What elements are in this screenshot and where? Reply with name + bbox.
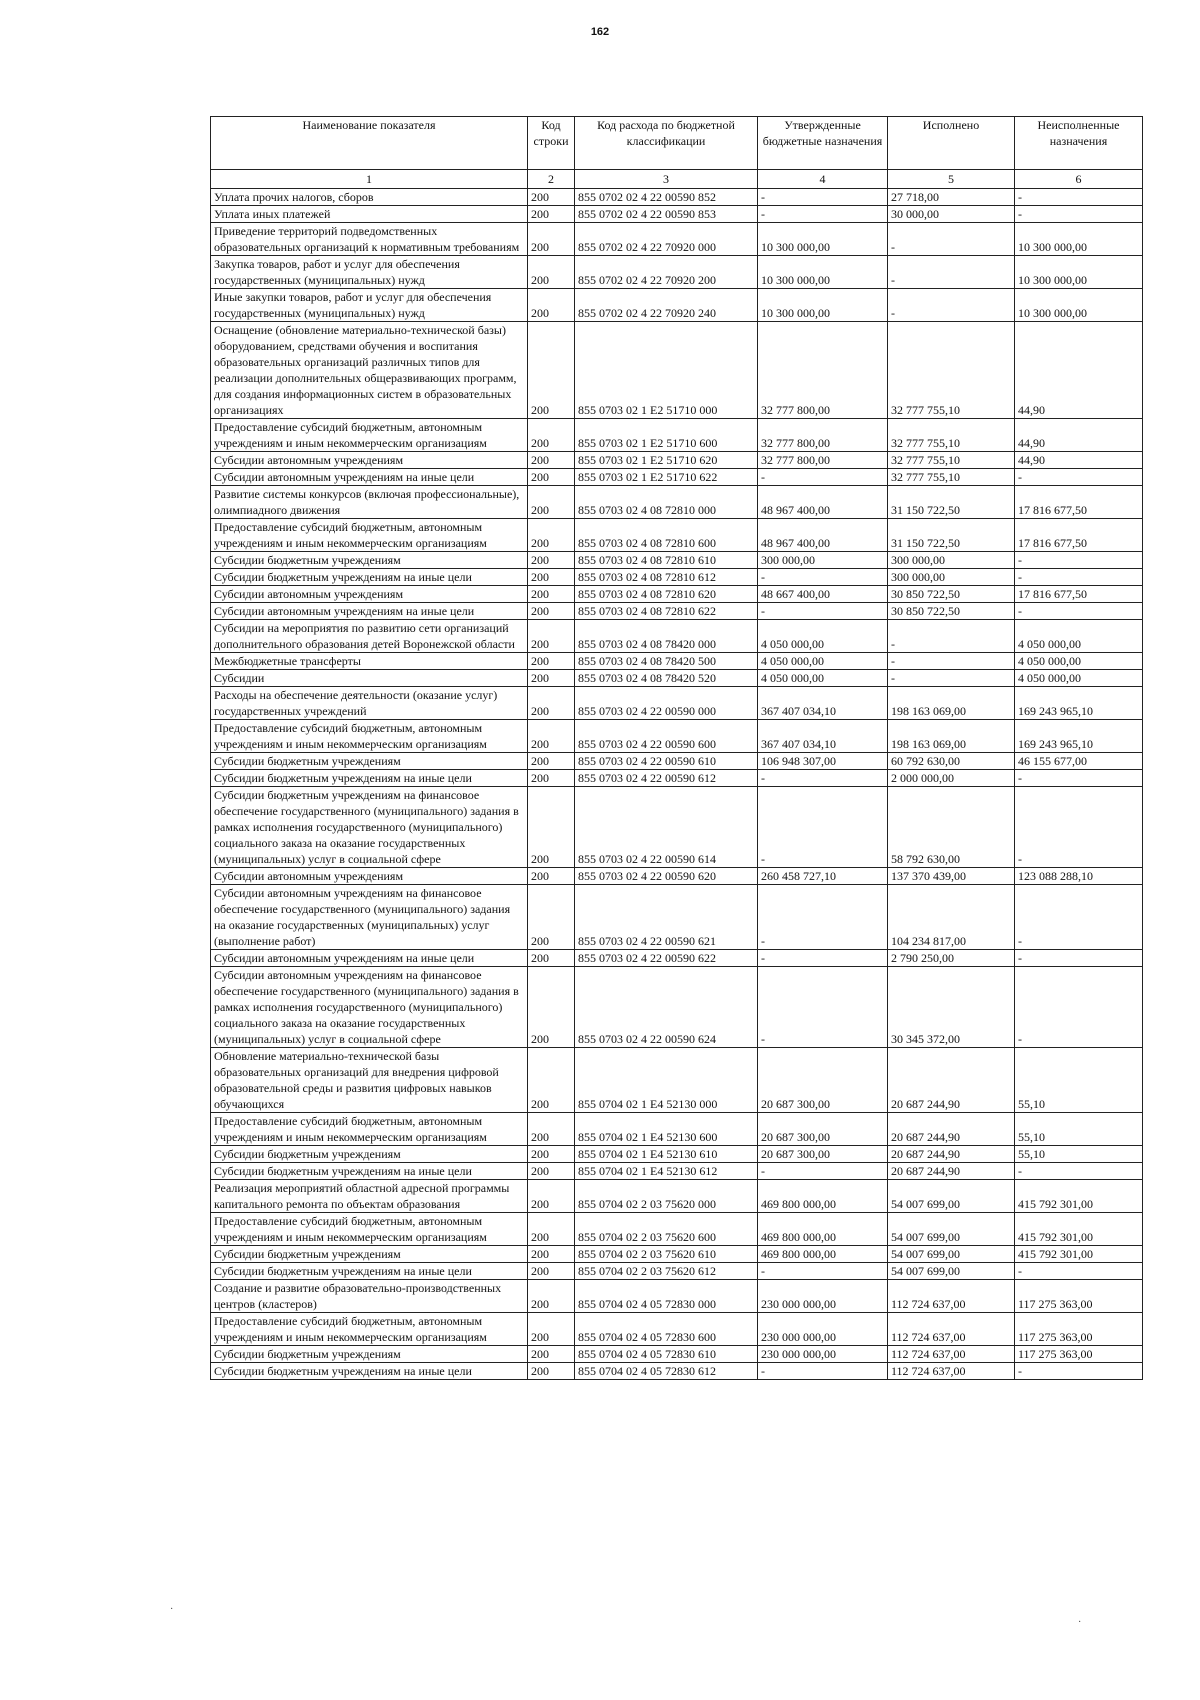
- row-name: Оснащение (обновление материально-технической базы) оборудованием, средствами обучения и воспитания образовательных организаций различных типов для реализации дополнительных общеразвивающих программ, для создания информационных систем в образовательных организациях: [211, 322, 528, 419]
- table-row: [211, 322, 1143, 419]
- row-name: Приведение территорий подведомственных образовательных организаций к нормативным требованиям: [211, 223, 528, 256]
- row-executed-amount: 112 724 637,00: [888, 1346, 1015, 1363]
- row-name: Предоставление субсидий бюджетным, автономным учреждениям и иным некоммерческим организациям: [211, 720, 528, 753]
- row-name: Субсидии на мероприятия по развитию сети организаций дополнительного образования детей Воронежской области: [211, 620, 528, 653]
- row-line-code: 200: [528, 289, 575, 322]
- row-line-code: 200: [528, 603, 575, 620]
- row-line-code: 200: [528, 1048, 575, 1113]
- scan-speck: ·: [1078, 1617, 1082, 1628]
- column-number: 3: [575, 170, 758, 189]
- row-executed-amount: -: [888, 620, 1015, 653]
- row-approved-amount: -: [758, 885, 888, 950]
- row-executed-amount: 112 724 637,00: [888, 1313, 1015, 1346]
- row-unexecuted-amount: -: [1015, 1163, 1143, 1180]
- row-executed-amount: 198 163 069,00: [888, 720, 1015, 753]
- row-line-code: 200: [528, 868, 575, 885]
- row-executed-amount: 112 724 637,00: [888, 1363, 1015, 1380]
- row-expense-code: 855 0704 02 1 E4 52130 612: [575, 1163, 758, 1180]
- row-line-code: 200: [528, 552, 575, 569]
- row-unexecuted-amount: 4 050 000,00: [1015, 670, 1143, 687]
- table-row: [211, 720, 1143, 753]
- row-expense-code: 855 0704 02 1 E4 52130 000: [575, 1048, 758, 1113]
- table-row: [211, 868, 1143, 885]
- row-executed-amount: 27 718,00: [888, 189, 1015, 206]
- row-line-code: 200: [528, 322, 575, 419]
- row-unexecuted-amount: 10 300 000,00: [1015, 289, 1143, 322]
- row-approved-amount: 4 050 000,00: [758, 653, 888, 670]
- row-line-code: 200: [528, 223, 575, 256]
- table-row: [211, 1363, 1143, 1380]
- row-line-code: 200: [528, 1113, 575, 1146]
- row-approved-amount: 230 000 000,00: [758, 1346, 888, 1363]
- table-row: [211, 1163, 1143, 1180]
- row-name: Расходы на обеспечение деятельности (оказание услуг) государственных учреждений: [211, 687, 528, 720]
- table-row: [211, 967, 1143, 1048]
- row-unexecuted-amount: 44,90: [1015, 419, 1143, 452]
- row-unexecuted-amount: -: [1015, 950, 1143, 967]
- row-name: Субсидии бюджетным учреждениям на иные цели: [211, 569, 528, 586]
- row-expense-code: 855 0703 02 1 E2 51710 622: [575, 469, 758, 486]
- row-name: Предоставление субсидий бюджетным, автономным учреждениям и иным некоммерческим организациям: [211, 1213, 528, 1246]
- row-expense-code: 855 0703 02 4 08 78420 520: [575, 670, 758, 687]
- row-expense-code: 855 0703 02 4 22 00590 621: [575, 885, 758, 950]
- row-name: Реализация мероприятий областной адресной программы капитального ремонта по объектам образования: [211, 1180, 528, 1213]
- table-row: [211, 603, 1143, 620]
- row-unexecuted-amount: 415 792 301,00: [1015, 1213, 1143, 1246]
- row-line-code: 200: [528, 586, 575, 603]
- table-row: [211, 670, 1143, 687]
- row-approved-amount: 48 667 400,00: [758, 586, 888, 603]
- row-expense-code: 855 0702 02 4 22 00590 852: [575, 189, 758, 206]
- row-unexecuted-amount: 4 050 000,00: [1015, 620, 1143, 653]
- row-unexecuted-amount: 17 816 677,50: [1015, 519, 1143, 552]
- row-executed-amount: -: [888, 289, 1015, 322]
- column-number: 1: [211, 170, 528, 189]
- row-line-code: 200: [528, 452, 575, 469]
- row-executed-amount: 300 000,00: [888, 569, 1015, 586]
- row-approved-amount: 4 050 000,00: [758, 620, 888, 653]
- row-expense-code: 855 0704 02 4 05 72830 612: [575, 1363, 758, 1380]
- row-executed-amount: 104 234 817,00: [888, 885, 1015, 950]
- row-name: Предоставление субсидий бюджетным, автономным учреждениям и иным некоммерческим организациям: [211, 419, 528, 452]
- header-expense-code: Код расхода по бюджетной классификации: [575, 117, 758, 170]
- row-approved-amount: 48 967 400,00: [758, 519, 888, 552]
- row-name: Предоставление субсидий бюджетным, автономным учреждениям и иным некоммерческим организациям: [211, 1313, 528, 1346]
- row-approved-amount: 10 300 000,00: [758, 256, 888, 289]
- row-line-code: 200: [528, 189, 575, 206]
- row-name: Субсидии бюджетным учреждениям на иные цели: [211, 1263, 528, 1280]
- row-line-code: 200: [528, 1346, 575, 1363]
- table-row: [211, 1280, 1143, 1313]
- table-row: [211, 1346, 1143, 1363]
- column-number: 2: [528, 170, 575, 189]
- row-line-code: 200: [528, 753, 575, 770]
- row-expense-code: 855 0703 02 4 08 78420 000: [575, 620, 758, 653]
- row-executed-amount: 20 687 244,90: [888, 1163, 1015, 1180]
- row-line-code: 200: [528, 1180, 575, 1213]
- row-unexecuted-amount: -: [1015, 770, 1143, 787]
- row-expense-code: 855 0703 02 4 22 00590 614: [575, 787, 758, 868]
- row-name: Субсидии автономным учреждениям на финансовое обеспечение государственного (муниципального) задания в рамках исполнения государственного (муниципального) социального заказа на оказание государственных (муниципальных) услуг в социальной сфере: [211, 967, 528, 1048]
- row-unexecuted-amount: -: [1015, 885, 1143, 950]
- row-line-code: 200: [528, 950, 575, 967]
- row-approved-amount: 10 300 000,00: [758, 223, 888, 256]
- table-row: [211, 885, 1143, 950]
- row-name: Субсидии автономным учреждениям на иные цели: [211, 950, 528, 967]
- row-line-code: 200: [528, 569, 575, 586]
- row-unexecuted-amount: 117 275 363,00: [1015, 1346, 1143, 1363]
- row-unexecuted-amount: 117 275 363,00: [1015, 1313, 1143, 1346]
- row-unexecuted-amount: 10 300 000,00: [1015, 256, 1143, 289]
- row-name: Субсидии бюджетным учреждениям: [211, 753, 528, 770]
- table-row: [211, 223, 1143, 256]
- row-approved-amount: -: [758, 189, 888, 206]
- row-name: Субсидии бюджетным учреждениям на иные цели: [211, 1363, 528, 1380]
- row-line-code: 200: [528, 720, 575, 753]
- row-expense-code: 855 0703 02 4 08 72810 620: [575, 586, 758, 603]
- row-name: Предоставление субсидий бюджетным, автономным учреждениям и иным некоммерческим организациям: [211, 519, 528, 552]
- row-name: Субсидии автономным учреждениям: [211, 452, 528, 469]
- table-row: [211, 770, 1143, 787]
- row-line-code: 200: [528, 967, 575, 1048]
- row-name: Межбюджетные трансферты: [211, 653, 528, 670]
- row-approved-amount: -: [758, 770, 888, 787]
- row-line-code: 200: [528, 1163, 575, 1180]
- row-line-code: 200: [528, 519, 575, 552]
- table-row: [211, 687, 1143, 720]
- row-unexecuted-amount: 415 792 301,00: [1015, 1246, 1143, 1263]
- table-row: [211, 787, 1143, 868]
- row-unexecuted-amount: -: [1015, 787, 1143, 868]
- row-name: Субсидии бюджетным учреждениям: [211, 1246, 528, 1263]
- row-approved-amount: 32 777 800,00: [758, 322, 888, 419]
- row-executed-amount: 112 724 637,00: [888, 1280, 1015, 1313]
- row-expense-code: 855 0704 02 2 03 75620 610: [575, 1246, 758, 1263]
- row-executed-amount: 300 000,00: [888, 552, 1015, 569]
- table-row: [211, 753, 1143, 770]
- row-unexecuted-amount: 117 275 363,00: [1015, 1280, 1143, 1313]
- row-executed-amount: 32 777 755,10: [888, 452, 1015, 469]
- row-executed-amount: -: [888, 223, 1015, 256]
- row-unexecuted-amount: 46 155 677,00: [1015, 753, 1143, 770]
- table-body: [211, 189, 1143, 1380]
- row-expense-code: 855 0704 02 4 05 72830 610: [575, 1346, 758, 1363]
- row-approved-amount: 106 948 307,00: [758, 753, 888, 770]
- table-row: [211, 569, 1143, 586]
- row-line-code: 200: [528, 419, 575, 452]
- header-line-code: Код строки: [528, 117, 575, 170]
- header-indicator-name: Наименование показателя: [211, 117, 528, 170]
- table-row: [211, 653, 1143, 670]
- row-line-code: 200: [528, 1280, 575, 1313]
- column-number: 4: [758, 170, 888, 189]
- row-expense-code: 855 0703 02 4 22 00590 624: [575, 967, 758, 1048]
- row-unexecuted-amount: 55,10: [1015, 1113, 1143, 1146]
- row-unexecuted-amount: -: [1015, 603, 1143, 620]
- row-expense-code: 855 0703 02 4 08 72810 622: [575, 603, 758, 620]
- row-name: Субсидии автономным учреждениям на иные цели: [211, 603, 528, 620]
- row-expense-code: 855 0704 02 1 E4 52130 610: [575, 1146, 758, 1163]
- row-line-code: 200: [528, 787, 575, 868]
- row-line-code: 200: [528, 206, 575, 223]
- row-approved-amount: 367 407 034,10: [758, 687, 888, 720]
- row-executed-amount: 30 850 722,50: [888, 586, 1015, 603]
- row-name: Уплата иных платежей: [211, 206, 528, 223]
- column-number: 6: [1015, 170, 1143, 189]
- row-unexecuted-amount: 55,10: [1015, 1048, 1143, 1113]
- row-expense-code: 855 0704 02 2 03 75620 600: [575, 1213, 758, 1246]
- row-executed-amount: 32 777 755,10: [888, 469, 1015, 486]
- row-expense-code: 855 0704 02 2 03 75620 612: [575, 1263, 758, 1280]
- row-name: Субсидии: [211, 670, 528, 687]
- row-name: Субсидии автономным учреждениям: [211, 586, 528, 603]
- row-unexecuted-amount: 123 088 288,10: [1015, 868, 1143, 885]
- row-expense-code: 855 0704 02 1 E4 52130 600: [575, 1113, 758, 1146]
- row-unexecuted-amount: -: [1015, 552, 1143, 569]
- table-row: [211, 486, 1143, 519]
- row-unexecuted-amount: 17 816 677,50: [1015, 486, 1143, 519]
- row-executed-amount: 54 007 699,00: [888, 1263, 1015, 1280]
- row-approved-amount: 367 407 034,10: [758, 720, 888, 753]
- row-approved-amount: 469 800 000,00: [758, 1246, 888, 1263]
- table-row: [211, 419, 1143, 452]
- row-name: Субсидии автономным учреждениям на иные цели: [211, 469, 528, 486]
- table-row: [211, 1048, 1143, 1113]
- row-name: Предоставление субсидий бюджетным, автономным учреждениям и иным некоммерческим организациям: [211, 1113, 528, 1146]
- row-line-code: 200: [528, 885, 575, 950]
- row-name: Субсидии бюджетным учреждениям: [211, 552, 528, 569]
- row-expense-code: 855 0702 02 4 22 70920 240: [575, 289, 758, 322]
- table-row: [211, 1213, 1143, 1246]
- row-name: Субсидии бюджетным учреждениям на финансовое обеспечение государственного (муниципального) задания в рамках исполнения государственного (муниципального) социального заказа на оказание государственных (муниципальных) услуг в социальной сфере: [211, 787, 528, 868]
- row-approved-amount: 48 967 400,00: [758, 486, 888, 519]
- budget-execution-table: [210, 116, 1143, 1380]
- row-line-code: 200: [528, 653, 575, 670]
- row-executed-amount: -: [888, 256, 1015, 289]
- row-unexecuted-amount: 44,90: [1015, 452, 1143, 469]
- table-row: [211, 950, 1143, 967]
- row-executed-amount: 30 000,00: [888, 206, 1015, 223]
- table-row: [211, 289, 1143, 322]
- row-expense-code: 855 0703 02 4 08 72810 600: [575, 519, 758, 552]
- row-approved-amount: -: [758, 787, 888, 868]
- table-row: [211, 1263, 1143, 1280]
- row-expense-code: 855 0703 02 4 08 72810 612: [575, 569, 758, 586]
- row-executed-amount: 32 777 755,10: [888, 419, 1015, 452]
- row-approved-amount: 260 458 727,10: [758, 868, 888, 885]
- row-unexecuted-amount: 169 243 965,10: [1015, 687, 1143, 720]
- row-unexecuted-amount: -: [1015, 469, 1143, 486]
- row-name: Обновление материально-технической базы образовательных организаций для внедрения цифровой образовательной среды и развития цифровых навыков обучающихся: [211, 1048, 528, 1113]
- row-approved-amount: 300 000,00: [758, 552, 888, 569]
- row-approved-amount: 32 777 800,00: [758, 419, 888, 452]
- row-approved-amount: 469 800 000,00: [758, 1213, 888, 1246]
- row-unexecuted-amount: -: [1015, 1263, 1143, 1280]
- row-line-code: 200: [528, 1246, 575, 1263]
- row-approved-amount: -: [758, 1263, 888, 1280]
- row-expense-code: 855 0703 02 1 E2 51710 620: [575, 452, 758, 469]
- row-line-code: 200: [528, 1363, 575, 1380]
- row-executed-amount: 2 000 000,00: [888, 770, 1015, 787]
- row-unexecuted-amount: 4 050 000,00: [1015, 653, 1143, 670]
- row-approved-amount: 20 687 300,00: [758, 1146, 888, 1163]
- row-expense-code: 855 0703 02 4 22 00590 600: [575, 720, 758, 753]
- table-row: [211, 1246, 1143, 1263]
- row-approved-amount: 20 687 300,00: [758, 1048, 888, 1113]
- header-approved: Утвержденные бюджетные назначения: [758, 117, 888, 170]
- table-row: [211, 452, 1143, 469]
- row-unexecuted-amount: -: [1015, 1363, 1143, 1380]
- row-unexecuted-amount: 55,10: [1015, 1146, 1143, 1163]
- row-approved-amount: -: [758, 603, 888, 620]
- row-line-code: 200: [528, 1313, 575, 1346]
- table-row: [211, 189, 1143, 206]
- row-approved-amount: -: [758, 206, 888, 223]
- table-row: [211, 206, 1143, 223]
- row-approved-amount: -: [758, 1163, 888, 1180]
- row-line-code: 200: [528, 687, 575, 720]
- table-row: [211, 1313, 1143, 1346]
- row-line-code: 200: [528, 770, 575, 787]
- row-line-code: 200: [528, 1213, 575, 1246]
- row-approved-amount: 20 687 300,00: [758, 1113, 888, 1146]
- row-expense-code: 855 0703 02 4 08 78420 500: [575, 653, 758, 670]
- row-name: Субсидии автономным учреждениям: [211, 868, 528, 885]
- row-expense-code: 855 0702 02 4 22 70920 000: [575, 223, 758, 256]
- table-row: [211, 552, 1143, 569]
- row-approved-amount: -: [758, 950, 888, 967]
- row-executed-amount: 60 792 630,00: [888, 753, 1015, 770]
- row-executed-amount: 30 850 722,50: [888, 603, 1015, 620]
- row-expense-code: 855 0703 02 4 22 00590 000: [575, 687, 758, 720]
- row-unexecuted-amount: 10 300 000,00: [1015, 223, 1143, 256]
- row-unexecuted-amount: -: [1015, 569, 1143, 586]
- table-header: [211, 117, 1143, 189]
- header-row: [211, 117, 1143, 170]
- row-expense-code: 855 0703 02 4 22 00590 622: [575, 950, 758, 967]
- row-executed-amount: 54 007 699,00: [888, 1246, 1015, 1263]
- table-row: [211, 469, 1143, 486]
- row-executed-amount: -: [888, 653, 1015, 670]
- row-expense-code: 855 0702 02 4 22 70920 200: [575, 256, 758, 289]
- row-executed-amount: 31 150 722,50: [888, 486, 1015, 519]
- row-expense-code: 855 0704 02 4 05 72830 600: [575, 1313, 758, 1346]
- row-approved-amount: -: [758, 469, 888, 486]
- row-expense-code: 855 0703 02 4 22 00590 612: [575, 770, 758, 787]
- table-row: [211, 256, 1143, 289]
- table-row: [211, 586, 1143, 603]
- row-line-code: 200: [528, 486, 575, 519]
- row-line-code: 200: [528, 469, 575, 486]
- row-name: Уплата прочих налогов, сборов: [211, 189, 528, 206]
- row-expense-code: 855 0703 02 4 08 72810 610: [575, 552, 758, 569]
- row-name: Субсидии бюджетным учреждениям: [211, 1346, 528, 1363]
- row-expense-code: 855 0703 02 4 22 00590 620: [575, 868, 758, 885]
- row-name: Субсидии бюджетным учреждениям: [211, 1146, 528, 1163]
- row-unexecuted-amount: -: [1015, 189, 1143, 206]
- row-name: Развитие системы конкурсов (включая профессиональные), олимпиадного движения: [211, 486, 528, 519]
- row-approved-amount: -: [758, 967, 888, 1048]
- column-number: 5: [888, 170, 1015, 189]
- row-executed-amount: 30 345 372,00: [888, 967, 1015, 1048]
- table-row: [211, 519, 1143, 552]
- row-executed-amount: 31 150 722,50: [888, 519, 1015, 552]
- row-approved-amount: 10 300 000,00: [758, 289, 888, 322]
- table-row: [211, 620, 1143, 653]
- row-executed-amount: 32 777 755,10: [888, 322, 1015, 419]
- column-number-row: [211, 170, 1143, 189]
- row-unexecuted-amount: 415 792 301,00: [1015, 1180, 1143, 1213]
- header-unexecuted: Неисполненные назначения: [1015, 117, 1143, 170]
- row-unexecuted-amount: 17 816 677,50: [1015, 586, 1143, 603]
- row-name: Создание и развитие образовательно-производственных центров (кластеров): [211, 1280, 528, 1313]
- row-expense-code: 855 0703 02 4 22 00590 610: [575, 753, 758, 770]
- row-expense-code: 855 0702 02 4 22 00590 853: [575, 206, 758, 223]
- row-approved-amount: 230 000 000,00: [758, 1280, 888, 1313]
- row-executed-amount: 137 370 439,00: [888, 868, 1015, 885]
- row-line-code: 200: [528, 670, 575, 687]
- page-number: 162: [590, 26, 610, 38]
- scan-speck: ·: [170, 1604, 174, 1615]
- row-executed-amount: 2 790 250,00: [888, 950, 1015, 967]
- row-expense-code: 855 0703 02 1 E2 51710 000: [575, 322, 758, 419]
- row-executed-amount: 198 163 069,00: [888, 687, 1015, 720]
- row-executed-amount: 20 687 244,90: [888, 1113, 1015, 1146]
- row-executed-amount: 54 007 699,00: [888, 1180, 1015, 1213]
- row-unexecuted-amount: 169 243 965,10: [1015, 720, 1143, 753]
- row-expense-code: 855 0704 02 2 03 75620 000: [575, 1180, 758, 1213]
- row-executed-amount: 58 792 630,00: [888, 787, 1015, 868]
- row-approved-amount: 32 777 800,00: [758, 452, 888, 469]
- row-line-code: 200: [528, 1146, 575, 1163]
- row-executed-amount: -: [888, 670, 1015, 687]
- table-row: [211, 1113, 1143, 1146]
- row-expense-code: 855 0704 02 4 05 72830 000: [575, 1280, 758, 1313]
- row-unexecuted-amount: -: [1015, 206, 1143, 223]
- row-unexecuted-amount: -: [1015, 967, 1143, 1048]
- row-line-code: 200: [528, 1263, 575, 1280]
- row-approved-amount: 469 800 000,00: [758, 1180, 888, 1213]
- row-approved-amount: 230 000 000,00: [758, 1313, 888, 1346]
- row-line-code: 200: [528, 256, 575, 289]
- row-approved-amount: -: [758, 1363, 888, 1380]
- header-executed: Исполнено: [888, 117, 1015, 170]
- table-row: [211, 1180, 1143, 1213]
- row-name: Закупка товаров, работ и услуг для обеспечения государственных (муниципальных) нужд: [211, 256, 528, 289]
- row-line-code: 200: [528, 620, 575, 653]
- row-executed-amount: 20 687 244,90: [888, 1146, 1015, 1163]
- row-name: Иные закупки товаров, работ и услуг для обеспечения государственных (муниципальных) нужд: [211, 289, 528, 322]
- row-approved-amount: -: [758, 569, 888, 586]
- row-unexecuted-amount: 44,90: [1015, 322, 1143, 419]
- row-name: Субсидии бюджетным учреждениям на иные цели: [211, 1163, 528, 1180]
- row-name: Субсидии автономным учреждениям на финансовое обеспечение государственного (муниципального) задания на оказание государственных (муниципальных) услуг (выполнение работ): [211, 885, 528, 950]
- row-executed-amount: 54 007 699,00: [888, 1213, 1015, 1246]
- table-row: [211, 1146, 1143, 1163]
- row-executed-amount: 20 687 244,90: [888, 1048, 1015, 1113]
- row-name: Субсидии бюджетным учреждениям на иные цели: [211, 770, 528, 787]
- row-expense-code: 855 0703 02 4 08 72810 000: [575, 486, 758, 519]
- row-approved-amount: 4 050 000,00: [758, 670, 888, 687]
- row-expense-code: 855 0703 02 1 E2 51710 600: [575, 419, 758, 452]
